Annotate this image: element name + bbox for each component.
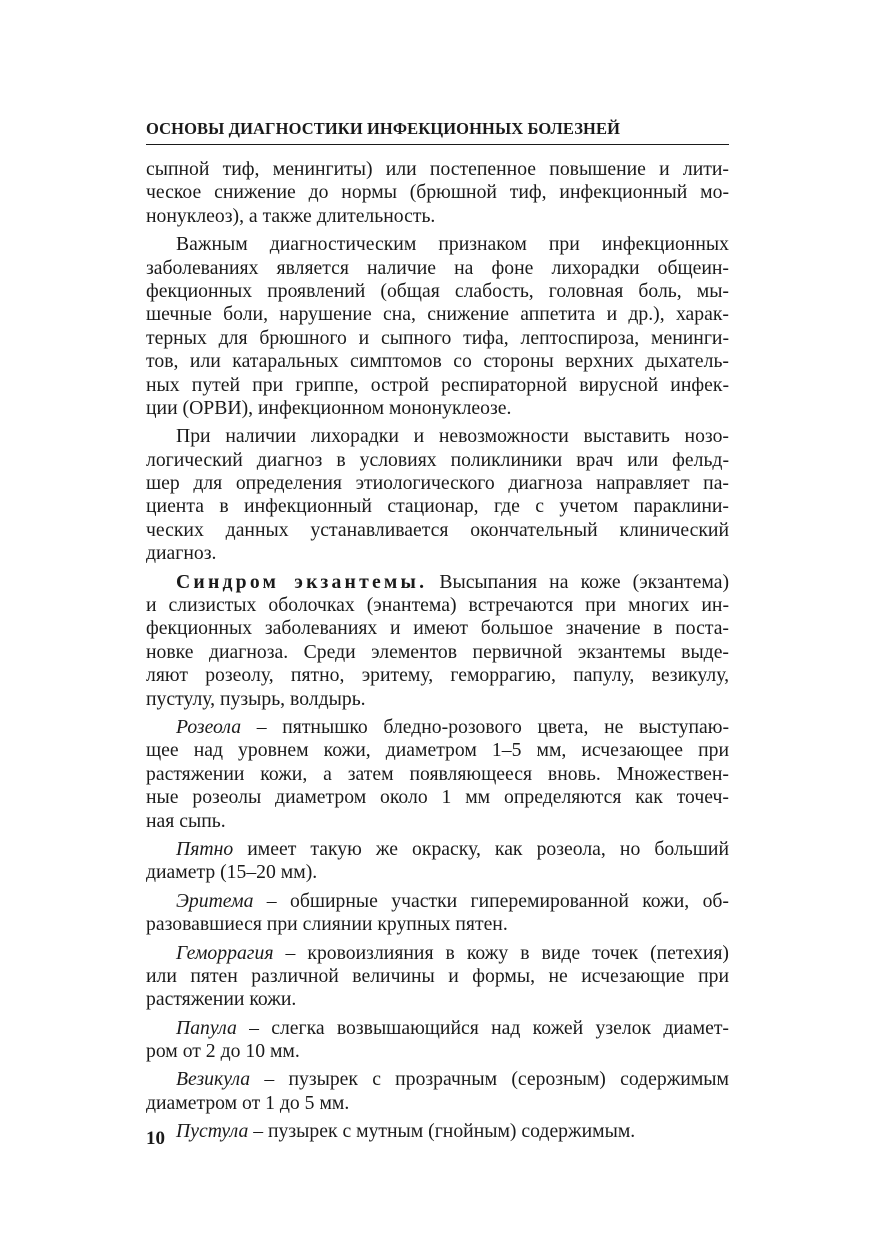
text-line: щее над уровнем кожи, диаметром 1–5 мм, исчезающее при xyxy=(146,739,729,762)
text-line: ческое снижение до нормы (брюшной тиф, инфекционный мо- xyxy=(146,181,729,204)
text-line: растяжении кожи, а затем появляющееся вновь. Множествен- xyxy=(146,762,729,785)
definition-pustule xyxy=(146,1120,729,1143)
text-line: Важным диагностическим признаком при инфекционных xyxy=(176,233,729,256)
text-line: ческих данных устанавливается окончательный клинический xyxy=(146,518,729,541)
paragraph-diagnostic-sign xyxy=(146,233,729,420)
section-term: Синдром экзантемы. xyxy=(176,570,428,593)
paragraph-fever-continuation xyxy=(146,158,729,228)
text-line: Папула – слегка возвышающийся над кожей узелок диамет- xyxy=(176,1016,729,1039)
header-rule xyxy=(146,144,729,145)
text-line: терных для брюшного и сыпного тифа, лептоспироза, менинги- xyxy=(146,326,729,349)
text-line: сыпной тиф, менингиты) или постепенное повышение и лити- xyxy=(146,158,729,180)
definition-spot xyxy=(146,838,729,885)
text-line: диагноз. xyxy=(146,542,217,565)
definition-erythema xyxy=(146,890,729,937)
text-line: шечные боли, нарушение сна, снижение аппетита и др.), харак- xyxy=(146,303,729,326)
text-line: Эритема – обширные участки гиперемированной кожи, об- xyxy=(176,889,729,912)
text-line: нонуклеоз), а также длительность. xyxy=(146,204,436,227)
definition-vesicle xyxy=(146,1068,729,1115)
text-line: шер для определения этиологического диагноза направляет па- xyxy=(146,472,729,495)
text-line: Везикула – пузырек с прозрачным (серозным) содержимым xyxy=(176,1068,729,1091)
paragraph-referral xyxy=(146,425,729,565)
text-line: ные розеолы диаметром около 1 мм определяются как точеч- xyxy=(146,786,729,809)
running-header: ОСНОВЫ ДИАГНОСТИКИ ИНФЕКЦИОННЫХ БОЛЕЗНЕЙ xyxy=(146,119,621,138)
text-line: диаметром от 1 до 5 мм. xyxy=(146,1091,350,1114)
text-line: новке диагноза. Среди элементов первичной экзантемы выде- xyxy=(146,640,729,663)
term-italic: Розеола xyxy=(176,715,242,738)
text-line: Розеола – пятнышко бледно-розового цвета, не выступаю- xyxy=(176,715,729,738)
term-italic: Везикула xyxy=(176,1068,251,1091)
text-line: разовавшиеся при слиянии крупных пятен. xyxy=(146,913,508,936)
text-line: растяжении кожи. xyxy=(146,988,297,1011)
term-italic: Эритема xyxy=(176,889,254,912)
page-number: 10 xyxy=(146,1128,165,1149)
definition-papule xyxy=(146,1017,729,1064)
text-line: ных путей при гриппе, острой респираторной вирусной инфек- xyxy=(146,373,729,396)
text-line: заболеваниях является наличие на фоне лихорадки общеин- xyxy=(146,256,729,279)
text-line: Геморрагия – кровоизлияния в кожу в виде точек (петехия) xyxy=(176,941,729,964)
term-italic: Пустула xyxy=(176,1120,249,1143)
text-line: ляют розеолу, пятно, эритему, геморрагию, папулу, везикулу, xyxy=(146,664,729,687)
text-line: логический диагноз в условиях поликлиники врач или фельд- xyxy=(146,448,729,471)
text-line: ная сыпь. xyxy=(146,809,226,832)
text-line: ции (ОРВИ), инфекционном мононуклеозе. xyxy=(146,396,512,419)
paragraph-exanthema-syndrome xyxy=(146,571,729,711)
text-line: ром от 2 до 10 мм. xyxy=(146,1040,300,1063)
text-line: Пустула – пузырек с мутным (гнойным) содержимым. xyxy=(176,1120,636,1143)
text-line: или пятен различной величины и формы, не исчезающие при xyxy=(146,964,729,987)
text-line: Пятно имеет такую же окраску, как розеола, но больший xyxy=(176,837,729,860)
term-italic: Папула xyxy=(176,1016,237,1039)
text-line: Синдром экзантемы. Высыпания на коже (экзантема) xyxy=(176,570,729,593)
definition-roseola xyxy=(146,716,729,833)
text-line: тов, или катаральных симптомов со стороны верхних дыхатель- xyxy=(146,350,729,373)
term-italic: Пятно xyxy=(176,837,234,860)
definition-hemorrhage xyxy=(146,942,729,1012)
text-line: При наличии лихорадки и невозможности выставить нозо- xyxy=(176,425,729,448)
text-line: циента в инфекционный стационар, где с учетом параклини- xyxy=(146,495,729,518)
text-line: диаметр (15–20 мм). xyxy=(146,861,318,884)
term-italic: Геморрагия xyxy=(176,941,274,964)
page-body xyxy=(146,158,729,1144)
text-line: пустулу, пузырь, волдырь. xyxy=(146,687,366,710)
text-line: фекционных проявлений (общая слабость, головная боль, мы- xyxy=(146,279,729,302)
text-line: и слизистых оболочках (энантема) встречаются при многих ин- xyxy=(146,594,729,617)
text-line: фекционных заболеваниях и имеют большое значение в поста- xyxy=(146,617,729,640)
